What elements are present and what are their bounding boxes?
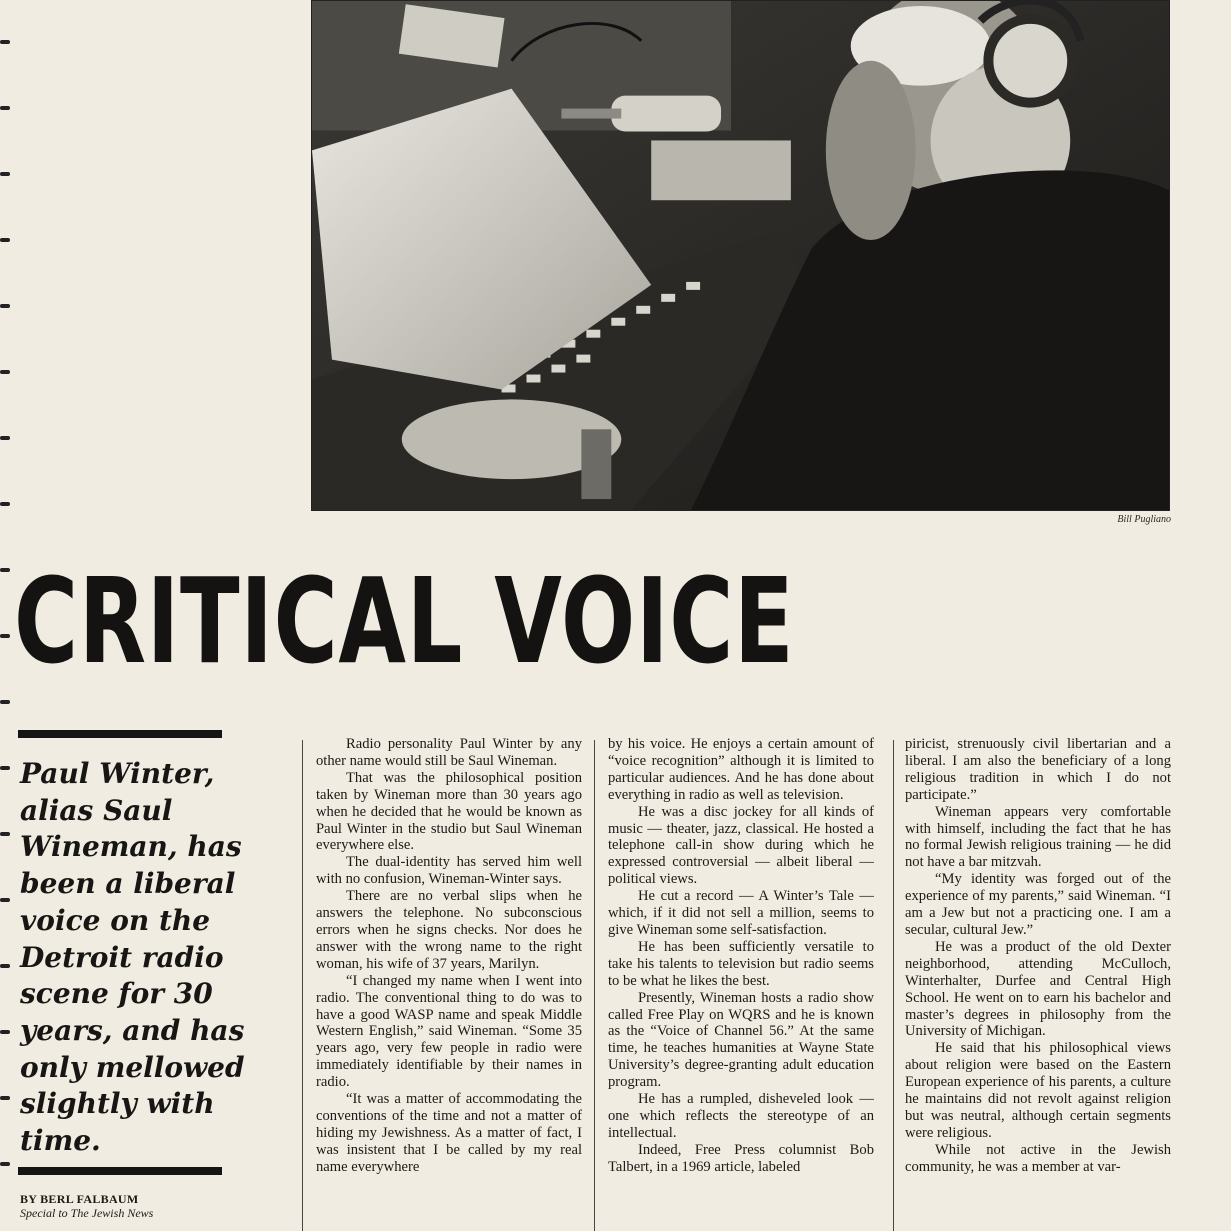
headline: CRITICAL VOICE — [14, 552, 795, 690]
article-paragraph: He said that his philosophical views about religion were based on the Eastern European experience of his parents, a culture he maintains did not revolt against religion but was neutral, although certain segments were religious. — [905, 1040, 1171, 1141]
studio-photo — [311, 0, 1170, 511]
article-paragraph: That was the philosophical position taken by Wineman more than 30 years ago when he decided that he would be known as Paul Winter in the studio but Saul Wineman everywhere else. — [316, 769, 582, 854]
article-paragraph: “My identity was forged out of the experience of my parents,” said Wineman. “I am a Jew but not a practicing one. I am a secular, cultural Jew.” — [905, 871, 1171, 938]
article-paragraph: He was a disc jockey for all kinds of music — theater, jazz, classical. He hosted a telephone call-in show during which he expressed controversial — albeit liberal — political views. — [608, 803, 874, 888]
article-paragraph: He was a product of the old Dexter neighborhood, attending McCulloch, Winterhalter, Durfee and Central High School. He went on to earn his bachelor and master’s degrees in philosophy from the University of Michigan. — [905, 938, 1171, 1040]
column-divider — [594, 740, 595, 1231]
article-paragraph: “I changed my name when I went into radio. The conventional thing to do was to have a good WASP name and speak Middle Western English,” said Wineman. “Some 35 years ago, very few people in radio were immediately identifiable by their names in radio. — [316, 972, 582, 1091]
deck-subheadline: Paul Winter, alias Saul Wineman, has been a liberal voice on the Detroit radio scene for 30 years, and has only mellowed slightly with time. — [20, 757, 245, 1158]
photo-credit: Bill Pugliano — [1117, 514, 1171, 525]
article-column-3 — [905, 736, 1171, 1231]
article-paragraph: Wineman appears very comfortable with himself, including the fact that he has no formal Jewish religious training — he did not have a bar mitzvah. — [905, 803, 1171, 871]
article-paragraph: While not active in the Jewish community, he was a member at var- — [905, 1141, 1171, 1175]
article-column-1 — [316, 736, 582, 1231]
article-paragraph: He has been sufficiently versatile to take his talents to television but radio seems to be what he likes the best. — [608, 938, 874, 989]
byline-special: Special to The Jewish News — [20, 1206, 154, 1220]
deck-rule-top — [18, 730, 222, 738]
article-paragraph: He cut a record — A Winter’s Tale — which, if it did not sell a million, seems to give Wineman some self-satisfaction. — [608, 888, 874, 938]
byline — [20, 1192, 280, 1220]
column-divider — [893, 740, 894, 1231]
article-paragraph: Indeed, Free Press columnist Bob Talbert, in a 1969 article, labeled — [608, 1141, 874, 1175]
page-edge-marks — [0, 0, 12, 1231]
article-paragraph: Radio personality Paul Winter by any other name would still be Saul Wineman. — [316, 736, 582, 769]
column-divider — [302, 740, 303, 1231]
article-paragraph: “It was a matter of accommodating the conventions of the time and not a matter of hiding my Jewishness. As a matter of fact, I was insistent that I be called by my real name everywhere — [316, 1091, 582, 1175]
article-paragraph: by his voice. He enjoys a certain amount of “voice recognition” although it is limited to particular audiences. And he has done about everything in radio as well as television. — [608, 736, 874, 803]
studio-photo-image — [312, 1, 1169, 510]
article-paragraph: piricist, strenuously civil libertarian and a liberal. I am also the beneficiary of a long religious tradition in which I do not participate.” — [905, 736, 1171, 803]
article-paragraph: There are no verbal slips when he answers the telephone. No subconscious errors when he signs checks. Nor does he answer with the wrong name to the right woman, his wife of 37 years, Marilyn. — [316, 888, 582, 972]
article-column-2 — [608, 736, 874, 1231]
article-paragraph: He has a rumpled, disheveled look — one which reflects the stereotype of an intellectual. — [608, 1091, 874, 1141]
byline-author: BY BERL FALBAUM — [20, 1192, 139, 1206]
article-paragraph: The dual-identity has served him well with no confusion, Wineman-Winter says. — [316, 854, 582, 888]
article-paragraph: Presently, Wineman hosts a radio show called Free Play on WQRS and he is known as the “Voice of Channel 56.” At the same time, he teaches humanities at Wayne State University’s degree-granting adult education program. — [608, 989, 874, 1091]
deck-rule-bottom — [18, 1167, 222, 1175]
